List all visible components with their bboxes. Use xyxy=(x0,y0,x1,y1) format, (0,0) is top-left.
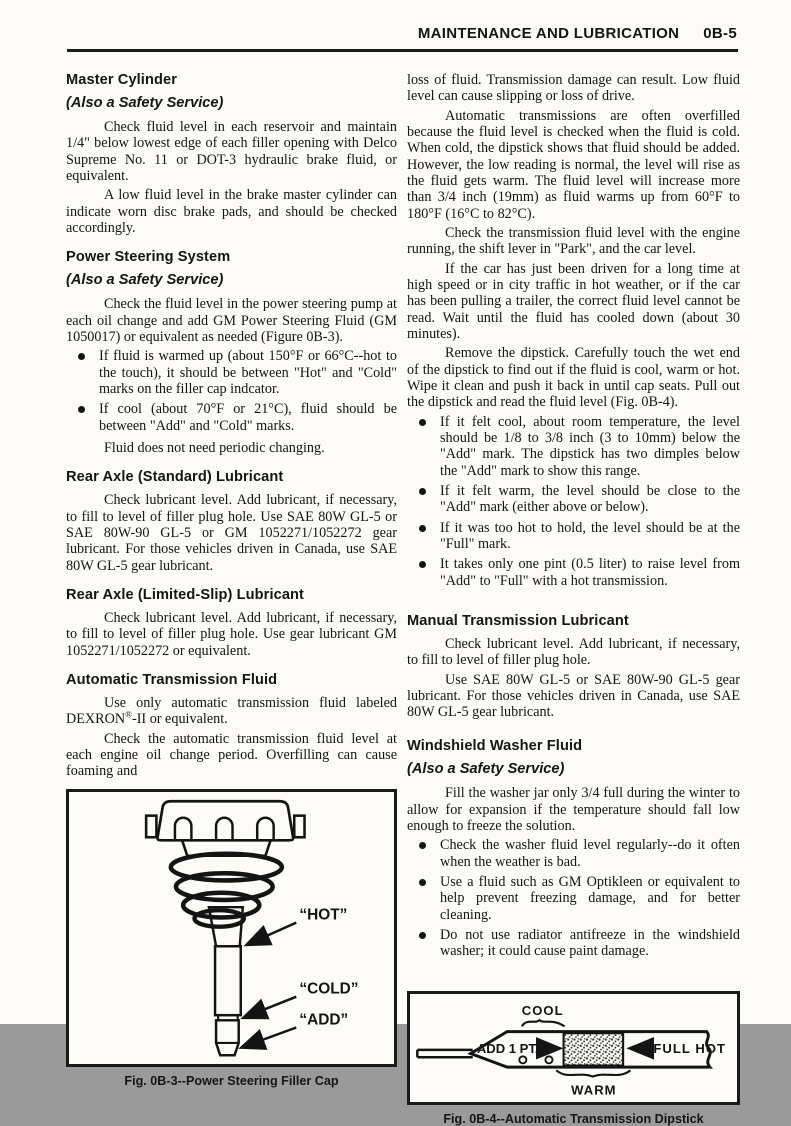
right-column xyxy=(407,67,740,1126)
paragraph: loss of fluid. Transmission damage can result. Low fluid level can cause slipping or loss of drive. xyxy=(407,72,740,105)
section-heading: Manual Transmission Lubricant xyxy=(407,612,629,629)
list-item: If it felt warm, the level should be close to the "Add" mark (either above or below). xyxy=(440,482,740,516)
two-column-layout xyxy=(0,52,791,1126)
list-item: If it was too hot to hold, the level should be at the "Full" mark. xyxy=(440,519,740,552)
paragraph: Check the transmission fluid level with the engine running, the shift lever in "Park", and the car level. xyxy=(407,224,740,258)
list-item: It takes only one pint (0.5 liter) to raise level from "Add" to "Full" with a hot transmission. xyxy=(440,556,740,589)
left-column xyxy=(66,67,397,1126)
figure-caption: Fig. 0B-4--Automatic Transmission Dipstick xyxy=(443,1112,704,1126)
paragraph: Check lubricant level. Add lubricant, if necessary, to fill to level of filler plug hole. xyxy=(407,635,740,669)
section-subheading: (Also a Safety Service) xyxy=(407,761,565,778)
section-automatic-transmission-fluid xyxy=(66,672,397,780)
section-subheading: (Also a Safety Service) xyxy=(66,95,224,111)
section-heading: Power Steering System xyxy=(66,249,231,266)
paragraph: Remove the dipstick. Carefully touch the wet end of the dipstick to find out if the fluid is cool, warm or hot. Wipe it clean and push it back in until cap seats. Pull out the dipstick and read the fluid level (Fig. 0B-4). xyxy=(407,345,740,411)
header-title: MAINTENANCE AND LUBRICATION xyxy=(417,25,680,42)
section-manual-transmission xyxy=(407,613,740,721)
warm-range-label: WARM xyxy=(571,1082,617,1098)
paragraph: Check the fluid level in the power steering pump at each oil change and add GM Power Steering Fluid (GM 1050017) or equivalent as needed (Figure 0B-3). xyxy=(66,296,397,345)
paragraph: Use SAE 80W GL-5 or SAE 80W-90 GL-5 gear lubricant. For those vehicles driven in Canada, use SAE 80W GL-5 gear lubricant. xyxy=(407,671,740,721)
cool-range-label: COOL xyxy=(521,1002,564,1018)
list-item: If cool (about 70°F or 21°C), fluid should be between "Add" and "Cold" marks. xyxy=(99,401,397,434)
section-heading: Windshield Washer Fluid xyxy=(407,738,583,755)
paragraph-text: Use only automatic transmission fluid labeled DEXRON xyxy=(66,694,397,728)
list-item: If fluid is warmed up (about 150°F or 66°C--hot to the touch), it should be between "Hot" and "Cold" marks on the filler cap indcator. xyxy=(99,348,397,397)
section-windshield-washer xyxy=(407,738,740,959)
figure-transmission-dipstick xyxy=(407,991,740,1106)
section-master-cylinder xyxy=(66,72,397,236)
dipstick-illustration xyxy=(410,994,737,1103)
bullet-list xyxy=(407,414,740,589)
full-hot-label: FULL HOT xyxy=(653,1040,727,1056)
hot-mark-label: “HOT” xyxy=(299,906,348,924)
list-item: If it felt cool, about room temperature, the level should be 1/8 to 3/8 inch (3 to 10mm) below the "Add" mark. The dipstick has two dimples below the "Add" mark to show this range. xyxy=(440,413,740,479)
section-heading: Automatic Transmission Fluid xyxy=(66,671,278,688)
section-subheading: (Also a Safety Service) xyxy=(66,272,224,289)
paragraph-text: -II or equivalent. xyxy=(131,711,228,728)
paragraph: Automatic transmissions are often overfilled because the fluid level is checked when the fluid is cold. When cold, the dipstick shows that fluid should be added. However, the low reading is normal, the level will rise as the fluid gets warm. The fluid level will increase more than 3/4 inch (19mm) as fluid warms up from 60°F to 180°F (16°C to 82°C). xyxy=(407,107,740,222)
list-item: Do not use radiator antifreeze in the windshield washer; it could cause paint damage. xyxy=(440,927,740,960)
paragraph: Fluid does not need periodic changing. xyxy=(104,439,325,456)
paragraph: If the car has just been driven for a long time at high speed or in city traffic in hot weather, or if the car has been pulling a trailer, the correct fluid level cannot be read. Wait until the fluid has cooled down (about 30 minutes). xyxy=(407,260,740,342)
page-number: 0B-5 xyxy=(703,25,737,42)
paragraph xyxy=(66,695,397,728)
figure-power-steering-filler-cap xyxy=(66,789,397,1068)
paragraph: Check the automatic transmission fluid level at each engine oil change period. Overfilling can cause foaming and xyxy=(66,730,397,780)
filler-cap-illustration xyxy=(69,792,394,1065)
page-header xyxy=(0,0,791,42)
paragraph: Check lubricant level. Add lubricant, if necessary, to fill to level of filler plug hole. Use gear lubricant GM 1052271/1052272 or equivalent. xyxy=(66,609,397,659)
section-rear-axle-limited-slip xyxy=(66,587,397,659)
paragraph: Fill the washer jar only 3/4 full during the winter to allow for expansion if the temperature should fall low enough to freeze the solution. xyxy=(407,785,740,835)
section-heading: Rear Axle (Standard) Lubricant xyxy=(66,469,284,486)
paragraph: Check lubricant level. Add lubricant, if necessary, to fill to level of filler plug hole. Use SAE 80W GL-5 or SAE 80W-90 GL-5 or GM 1052271/1052272 gear lubricant. For those vehicles driven in Canada, use SAE 80W GL-5 gear lubricant. xyxy=(66,492,397,574)
paragraph: Check fluid level in each reservoir and maintain 1/4" below lowest edge of each filler opening with Delco Supreme No. 11 or DOT-3 hydraulic brake fluid, or equivalent. xyxy=(66,119,397,184)
section-rear-axle-standard xyxy=(66,469,397,574)
registered-trademark-symbol: ® xyxy=(125,709,132,720)
bullet-list xyxy=(407,837,740,959)
section-heading: Master Cylinder xyxy=(66,72,177,88)
figure-caption: Fig. 0B-3--Power Steering Filler Cap xyxy=(124,1074,339,1089)
paragraph: A low fluid level in the brake master cylinder can indicate worn disc brake pads, and should be checked accordingly. xyxy=(66,187,397,236)
add-one-pint-label: ADD 1 PT. xyxy=(476,1040,539,1056)
section-heading: Rear Axle (Limited-Slip) Lubricant xyxy=(66,586,305,603)
section-atf-continued xyxy=(407,67,740,589)
add-mark-label: “ADD” xyxy=(299,1010,349,1028)
cold-mark-label: “COLD” xyxy=(299,980,359,998)
bullet-list xyxy=(66,348,397,434)
section-power-steering xyxy=(66,249,397,456)
list-item: Check the washer fluid level regularly--do it often when the weather is bad. xyxy=(440,837,740,870)
list-item: Use a fluid such as GM Optikleen or equivalent to help prevent freezing damage, and for better cleaning. xyxy=(440,874,740,923)
